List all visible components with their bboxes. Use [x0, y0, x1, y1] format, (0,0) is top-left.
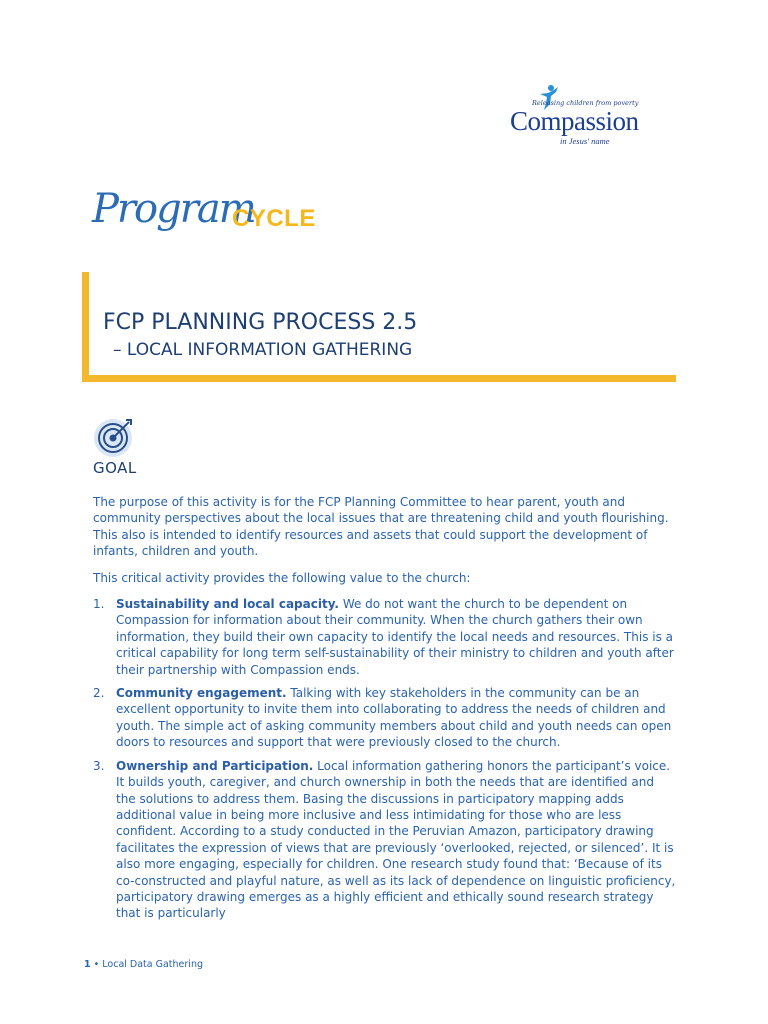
footer-label: Local Data Gathering	[102, 959, 203, 970]
footer-separator: •	[90, 959, 103, 970]
list-item-heading: Community engagement.	[116, 686, 287, 701]
list-number: 1.	[93, 597, 105, 612]
list-item-text: We do not want the church to be dependent on Compassion for information about their community. When the church gathers their own information, they build their own capacity to identify the local needs and resources. This is a critical capability for long term self-sustainability of their ministry to children and youth after their partnership with Compassion ends.	[116, 597, 674, 677]
page-number: 1	[84, 959, 91, 970]
page-footer	[84, 959, 203, 970]
logo-name: Compassion	[510, 106, 639, 136]
title-block	[82, 272, 676, 382]
list-number: 3.	[93, 758, 105, 773]
target-icon	[93, 416, 135, 458]
list-item	[93, 685, 677, 751]
program-script-text: Program	[92, 186, 255, 232]
goal-heading: GOAL	[93, 459, 137, 477]
intro-paragraph: The purpose of this activity is for the FCP Planning Committee to hear parent, youth and community perspectives about the local issues that are threatening child and youth flourishing. This also is intended to identify resources and assets that could support the development of infants, children and youth.	[93, 495, 669, 559]
page-title: FCP PLANNING PROCESS 2.5	[103, 310, 418, 335]
value-paragraph: This critical activity provides the following value to the church:	[93, 570, 471, 585]
list-item-heading: Sustainability and local capacity.	[116, 597, 339, 612]
list-item-text: Local information gathering honors the participant’s voice. It builds youth, caregiver, and church ownership in both the needs that are identified and the solutions to address them. Basing the discussions in participatory mapping adds additional value in being more inclusive and less intimidating for those who are less confident. According to a study conducted in the Peruvian Amazon, participatory drawing facilitates the expression of views that are previously ‘overlooked, rejected, or silenced’. It is also more engaging, especially for children. One research study found that: ‘Because of its co-constructed and playful nature, as well as its lack of dependence on linguistic proficiency, participatory drawing emerges as a highly efficient and ethically sound research strategy that is particularly	[116, 758, 676, 921]
list-item-heading: Ownership and Participation.	[116, 758, 314, 773]
list-item-text: Talking with key stakeholders in the community can be an excellent opportunity to invite them into collaborating to address the needs of children and youth. The simple act of asking community members about child and youth needs can open doors to resources and support that were previously closed to the church.	[116, 686, 672, 750]
value-list	[93, 596, 677, 922]
compassion-logo	[508, 84, 680, 150]
program-cycle-logo	[92, 186, 332, 260]
logo-tagline: Releasing children from poverty	[532, 99, 639, 107]
list-number: 2.	[93, 686, 105, 701]
cycle-text: CYCLE	[232, 205, 316, 232]
logo-subtitle: in Jesus' name	[560, 136, 610, 146]
list-item	[93, 758, 677, 922]
list-item	[93, 596, 677, 678]
body-content	[93, 494, 677, 929]
page-subtitle: – LOCAL INFORMATION GATHERING	[113, 340, 413, 360]
